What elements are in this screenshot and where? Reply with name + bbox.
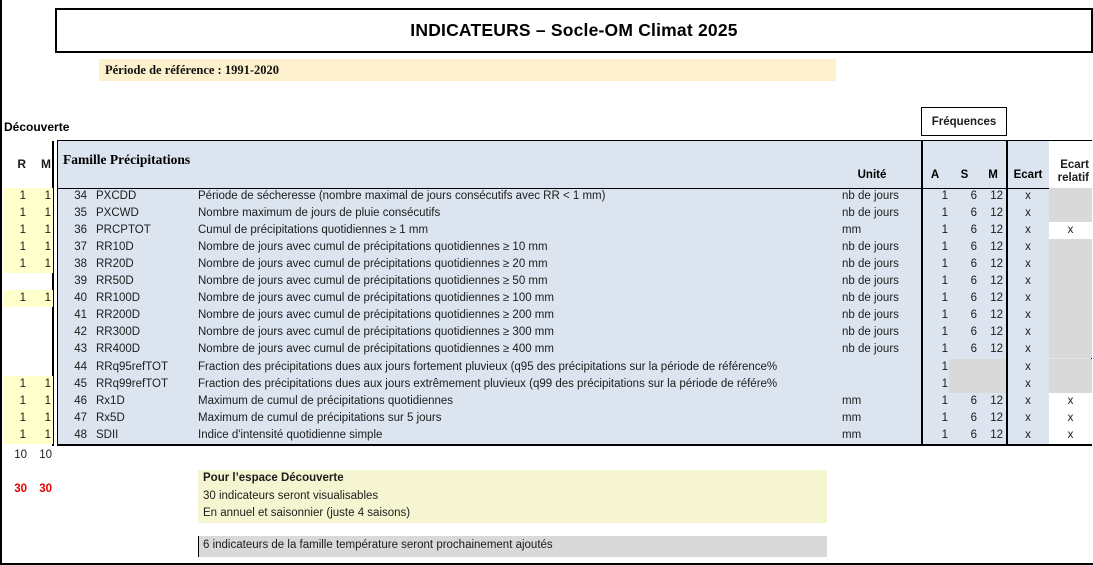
freq-seasonal-cell[interactable]: 6 (970, 190, 977, 202)
column-header-r: R (17, 157, 26, 171)
unit-cell[interactable]: nb de jours (842, 309, 899, 322)
freq-seasonal-cell[interactable]: 6 (970, 207, 977, 220)
freq-annual-cell[interactable]: 1 (941, 190, 948, 202)
indicator-code-cell[interactable]: RR200D (96, 309, 141, 322)
ecart-relatif-cell[interactable] (1049, 273, 1092, 290)
table-row (2, 393, 1093, 410)
freq-annual-cell[interactable]: 1 (941, 411, 948, 424)
m-cell[interactable]: 1 (28, 239, 53, 256)
table-row (2, 273, 1093, 290)
r-cell[interactable]: 1 (4, 290, 28, 307)
freq-annual-cell[interactable]: 1 (941, 377, 948, 390)
indicator-description-cell[interactable]: Indice d'intensité quotidienne simple (198, 428, 383, 441)
totals-row (2, 449, 62, 465)
r-cell[interactable] (4, 341, 28, 358)
ecart-relatif-line1: Ecart (1060, 159, 1089, 171)
space-label: Découverte (4, 120, 70, 134)
indicator-description-cell[interactable]: Nombre de jours avec cumul de précipitations quotidiennes ≥ 400 mm (198, 343, 554, 356)
indicator-code-cell[interactable]: RR20D (96, 258, 134, 271)
unit-cell[interactable]: nb de jours (842, 207, 899, 220)
total-m-cell[interactable]: 10 (39, 449, 52, 461)
indicator-description-cell[interactable]: Période de sécheresse (nombre maximal de jours consécutifs avec RR < 1 mm) (198, 190, 606, 202)
indicator-description-cell[interactable]: Fraction des précipitations dues aux jours extrêmement pluvieux (q99 des précipitations sur la période de référe% (198, 377, 778, 390)
ecart-relatif-cell[interactable]: x (1049, 222, 1092, 239)
indicator-description-cell[interactable]: Nombre de jours avec cumul de précipitations quotidiennes ≥ 200 mm (198, 309, 554, 322)
frequences-header: Fréquences (931, 115, 997, 128)
unit-cell[interactable]: mm (842, 411, 862, 424)
indicator-number-cell[interactable]: 47 (74, 411, 87, 424)
r-cell[interactable]: 1 (4, 239, 28, 256)
indicator-code-cell[interactable]: RR10D (96, 241, 134, 254)
m-cell[interactable]: 1 (28, 427, 53, 444)
column-header-unite: Unité (857, 169, 887, 181)
ecart-relatif-cell[interactable] (1049, 205, 1092, 222)
r-cell[interactable]: 1 (4, 393, 28, 410)
r-cell[interactable]: 1 (4, 256, 28, 273)
ecart-cell[interactable]: x (1025, 309, 1031, 322)
indicator-description-cell[interactable]: Nombre de jours avec cumul de précipitations quotidiennes ≥ 10 mm (198, 241, 548, 254)
freq-monthly-cell[interactable]: 12 (990, 428, 1003, 441)
freq-annual-cell[interactable]: 1 (941, 207, 948, 220)
freq-monthly-cell[interactable] (980, 376, 1006, 393)
m-cell[interactable] (28, 359, 53, 376)
freq-seasonal-cell[interactable] (949, 376, 980, 393)
freq-annual-cell[interactable]: 1 (941, 326, 948, 339)
indicator-description-cell[interactable]: Nombre de jours avec cumul de précipitations quotidiennes ≥ 50 mm (198, 275, 548, 288)
freq-seasonal-cell[interactable]: 6 (970, 394, 977, 407)
column-header-ecart: Ecart (1013, 169, 1043, 181)
indicator-description-cell[interactable]: Nombre de jours avec cumul de précipitations quotidiennes ≥ 100 mm (198, 292, 554, 305)
indicator-code-cell[interactable]: SDII (96, 428, 119, 441)
m-cell[interactable]: 1 (28, 376, 53, 393)
column-header-freq-s: S (960, 169, 969, 181)
m-cell[interactable]: 1 (28, 256, 53, 273)
unit-cell[interactable]: nb de jours (842, 343, 899, 356)
ecart-cell[interactable]: x (1025, 207, 1031, 220)
m-cell[interactable]: 1 (28, 188, 53, 205)
indicator-code-cell[interactable]: PXCDD (96, 190, 137, 202)
indicator-description-cell[interactable]: Cumul de précipitations quotidiennes ≥ 1 mm (198, 224, 429, 237)
info-box-line2: 30 indicateurs seront visualisables (203, 489, 379, 502)
planned-totals-row (2, 483, 62, 499)
footer-note: 6 indicateurs de la famille température seront prochainement ajoutés (198, 536, 827, 557)
indicator-number-cell[interactable]: 45 (74, 377, 87, 390)
r-cell[interactable]: 1 (4, 188, 28, 205)
r-cell[interactable] (4, 359, 28, 376)
unit-cell[interactable]: mm (842, 428, 862, 441)
indicator-description-cell[interactable]: Nombre de jours avec cumul de précipitations quotidiennes ≥ 300 mm (198, 326, 554, 339)
table-row (2, 222, 1093, 239)
table-row (2, 359, 1093, 376)
indicator-number-cell[interactable]: 34 (74, 190, 87, 202)
ecart-relatif-cell[interactable] (1049, 376, 1092, 393)
ecart-relatif-cell[interactable] (1049, 324, 1092, 341)
freq-seasonal-cell[interactable]: 6 (970, 258, 977, 271)
unit-cell[interactable]: mm (842, 394, 862, 407)
table-row (2, 256, 1093, 273)
freq-annual-cell[interactable]: 1 (941, 360, 948, 373)
r-cell[interactable] (4, 324, 28, 341)
table-row (2, 324, 1093, 341)
indicator-code-cell[interactable]: RR300D (96, 326, 141, 339)
column-header-ecart-relatif (1049, 141, 1092, 188)
freq-monthly-cell[interactable]: 12 (990, 190, 1003, 202)
r-cell[interactable]: 1 (4, 427, 28, 444)
indicator-number-cell[interactable]: 37 (74, 241, 87, 254)
ecart-relatif-cell[interactable]: x (1049, 410, 1092, 427)
freq-annual-cell[interactable]: 1 (941, 224, 948, 237)
indicator-code-cell[interactable]: PRCPTOT (96, 224, 151, 237)
column-header-m: M (41, 157, 51, 171)
family-header: Famille Précipitations (63, 152, 191, 167)
table-row (2, 341, 1093, 358)
unit-cell[interactable]: mm (842, 224, 862, 237)
ecart-cell[interactable]: x (1025, 292, 1031, 305)
freq-annual-cell[interactable]: 1 (941, 343, 948, 356)
freq-annual-cell[interactable]: 1 (941, 241, 948, 254)
freq-monthly-cell[interactable]: 12 (990, 411, 1003, 424)
title-box (55, 8, 1093, 53)
m-cell[interactable]: 1 (28, 205, 53, 222)
ecart-cell[interactable]: x (1025, 241, 1031, 254)
indicator-number-cell[interactable]: 41 (74, 309, 87, 322)
r-cell[interactable] (4, 273, 28, 290)
table-row (2, 290, 1093, 307)
frequences-header-box (921, 107, 1007, 136)
ecart-relatif-cell[interactable] (1049, 188, 1092, 205)
m-cell[interactable] (28, 341, 53, 358)
unit-cell[interactable]: nb de jours (842, 275, 899, 288)
indicator-description-cell[interactable]: Nombre maximum de jours de pluie consécutifs (198, 207, 441, 220)
r-cell[interactable]: 1 (4, 376, 28, 393)
m-cell[interactable] (28, 273, 53, 290)
column-header-freq-a: A (930, 169, 940, 181)
freq-annual-cell[interactable]: 1 (941, 292, 948, 305)
freq-monthly-cell[interactable]: 12 (990, 343, 1003, 356)
indicator-number-cell[interactable]: 42 (74, 326, 87, 339)
unit-cell[interactable]: nb de jours (842, 241, 899, 254)
freq-monthly-cell[interactable]: 12 (990, 241, 1003, 254)
indicator-code-cell[interactable]: RRq99refTOT (96, 377, 169, 390)
m-cell[interactable] (28, 307, 53, 324)
ecart-cell[interactable]: x (1025, 190, 1031, 202)
ecart-cell[interactable]: x (1025, 343, 1031, 356)
freq-seasonal-cell[interactable]: 6 (970, 326, 977, 339)
m-cell[interactable] (28, 324, 53, 341)
m-cell[interactable]: 1 (28, 222, 53, 239)
freq-monthly-cell[interactable] (980, 359, 1006, 376)
m-cell[interactable]: 1 (28, 410, 53, 427)
info-box-line3: En annuel et saisonnier (juste 4 saisons) (203, 507, 411, 520)
freq-seasonal-cell[interactable]: 6 (970, 224, 977, 237)
freq-seasonal-cell[interactable]: 6 (970, 292, 977, 305)
planned-total-m-cell[interactable]: 30 (39, 483, 52, 495)
table-row (2, 239, 1093, 256)
indicator-code-cell[interactable]: RR100D (96, 292, 141, 305)
table-row (2, 307, 1093, 324)
freq-seasonal-cell[interactable] (949, 359, 980, 376)
ecart-relatif-cell[interactable] (1049, 290, 1092, 307)
ecart-relatif-cell[interactable] (1049, 359, 1092, 376)
indicator-description-cell[interactable]: Nombre de jours avec cumul de précipitations quotidiennes ≥ 20 mm (198, 258, 548, 271)
freq-seasonal-cell[interactable]: 6 (970, 275, 977, 288)
column-header-freq-m: M (988, 169, 998, 181)
ecart-relatif-line2: relatif (1057, 172, 1089, 184)
indicator-number-cell[interactable]: 40 (74, 292, 87, 305)
indicator-code-cell[interactable]: Rx5D (96, 411, 125, 424)
freq-annual-cell[interactable]: 1 (941, 309, 948, 322)
freq-seasonal-cell[interactable]: 6 (970, 343, 977, 356)
ecart-cell[interactable]: x (1025, 394, 1031, 407)
freq-annual-cell[interactable]: 1 (941, 394, 948, 407)
info-box-title: Pour l’espace Découverte (203, 472, 344, 484)
indicator-number-cell[interactable]: 43 (74, 343, 87, 356)
table-row (2, 376, 1093, 393)
freq-monthly-cell[interactable]: 12 (990, 326, 1003, 339)
freq-monthly-cell[interactable]: 12 (990, 224, 1003, 237)
period-reference-label: Période de référence : 1991-2020 (99, 59, 836, 81)
freq-monthly-cell[interactable]: 12 (990, 292, 1003, 305)
indicator-description-cell[interactable]: Fraction des précipitations dues aux jours fortement pluvieux (q95 des précipitations sur la période de référence% (198, 360, 778, 373)
total-r-cell[interactable]: 10 (14, 449, 27, 461)
ecart-cell[interactable]: x (1025, 258, 1031, 271)
freq-annual-cell[interactable]: 1 (941, 258, 948, 271)
freq-seasonal-cell[interactable]: 6 (970, 241, 977, 254)
r-cell[interactable]: 1 (4, 222, 28, 239)
ecart-cell[interactable]: x (1025, 224, 1031, 237)
freq-seasonal-cell[interactable]: 6 (970, 428, 977, 441)
indicator-number-cell[interactable]: 44 (74, 360, 87, 373)
ecart-cell[interactable]: x (1025, 360, 1031, 373)
ecart-relatif-cell[interactable] (1049, 341, 1092, 358)
indicator-code-cell[interactable]: RR400D (96, 343, 141, 356)
ecart-cell[interactable]: x (1025, 428, 1031, 441)
freq-seasonal-cell[interactable]: 6 (970, 411, 977, 424)
freq-seasonal-cell[interactable]: 6 (970, 309, 977, 322)
indicator-code-cell[interactable]: PXCWD (96, 207, 139, 220)
indicator-code-cell[interactable]: RR50D (96, 275, 134, 288)
m-cell[interactable]: 1 (28, 393, 53, 410)
freq-monthly-cell[interactable]: 12 (990, 394, 1003, 407)
freq-monthly-cell[interactable]: 12 (990, 258, 1003, 271)
ecart-relatif-cell[interactable]: x (1049, 393, 1092, 410)
indicator-number-cell[interactable]: 36 (74, 224, 87, 237)
indicator-number-cell[interactable]: 38 (74, 258, 87, 271)
ecart-cell[interactable]: x (1025, 275, 1031, 288)
r-cell[interactable] (4, 307, 28, 324)
indicator-description-cell[interactable]: Maximum de cumul de précipitations sur 5 jours (198, 411, 442, 424)
ecart-cell[interactable]: x (1025, 411, 1031, 424)
ecart-cell[interactable]: x (1025, 326, 1031, 339)
freq-monthly-cell[interactable]: 12 (990, 309, 1003, 322)
table-row (2, 427, 1093, 444)
table-row (2, 188, 1093, 205)
planned-total-r-cell[interactable]: 30 (14, 483, 27, 495)
freq-monthly-cell[interactable]: 12 (990, 207, 1003, 220)
table-rows (2, 188, 1093, 446)
freq-annual-cell[interactable]: 1 (941, 275, 948, 288)
table-row (2, 410, 1093, 427)
unit-cell[interactable]: nb de jours (842, 190, 899, 202)
unit-cell[interactable]: nb de jours (842, 292, 899, 305)
ecart-relatif-cell[interactable] (1049, 307, 1092, 324)
indicator-number-cell[interactable]: 39 (74, 275, 87, 288)
freq-annual-cell[interactable]: 1 (941, 428, 948, 441)
ecart-cell[interactable]: x (1025, 377, 1031, 390)
unit-cell[interactable]: nb de jours (842, 326, 899, 339)
indicator-code-cell[interactable]: Rx1D (96, 394, 125, 407)
indicator-number-cell[interactable]: 35 (74, 207, 87, 220)
m-cell[interactable]: 1 (28, 290, 53, 307)
r-cell[interactable]: 1 (4, 205, 28, 222)
page-title: INDICATEURS – Socle-OM Climat 2025 (410, 20, 738, 40)
ecart-relatif-cell[interactable] (1049, 256, 1092, 273)
freq-monthly-cell[interactable]: 12 (990, 275, 1003, 288)
indicator-code-cell[interactable]: RRq95refTOT (96, 360, 169, 373)
indicator-number-cell[interactable]: 46 (74, 394, 87, 407)
unit-cell[interactable]: nb de jours (842, 258, 899, 271)
info-box (198, 470, 827, 523)
ecart-relatif-cell[interactable] (1049, 239, 1092, 256)
table-row (2, 205, 1093, 222)
indicator-number-cell[interactable]: 48 (74, 428, 87, 441)
ecart-relatif-cell[interactable]: x (1049, 427, 1092, 444)
r-cell[interactable]: 1 (4, 410, 28, 427)
indicator-description-cell[interactable]: Maximum de cumul de précipitations quotidiennes (198, 394, 454, 407)
